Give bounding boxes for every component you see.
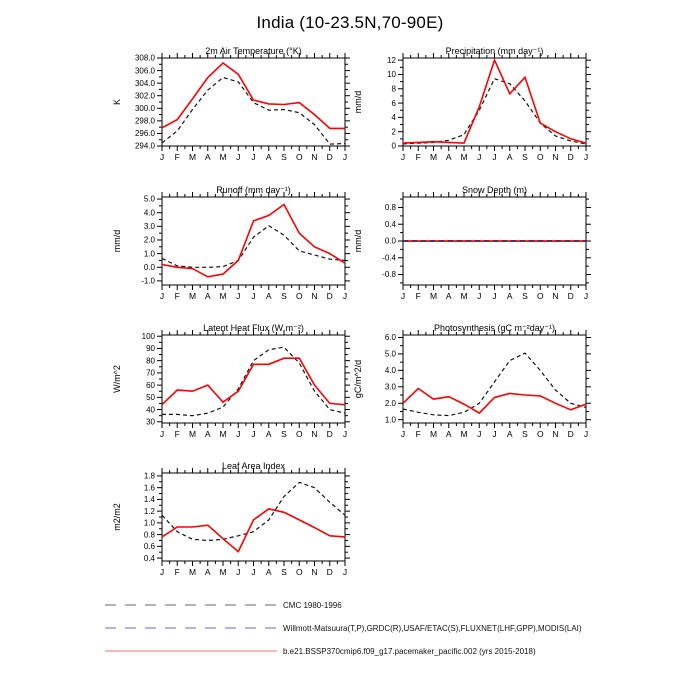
x-tick-label: D	[326, 567, 333, 577]
y-tick-label: 3.0	[143, 222, 155, 232]
x-tick-label: J	[477, 152, 482, 162]
x-tick-label: M	[460, 291, 468, 301]
x-tick-label: N	[311, 291, 318, 301]
x-tick-label: J	[400, 291, 406, 301]
y-tick-label: 304.0	[134, 78, 155, 88]
panel-title: Photosynthesis (gC m⁻²day⁻¹)	[433, 323, 556, 333]
y-tick-label: 2.0	[384, 398, 396, 408]
precipitation-chart	[348, 45, 598, 177]
legend-item-model	[105, 646, 582, 656]
y-axis-label: mm/d	[353, 229, 363, 253]
series-model	[403, 389, 586, 414]
y-tick-label: 300.0	[134, 103, 155, 113]
y-tick-label: 12	[387, 55, 396, 65]
y-tick-label: 4.0	[143, 208, 155, 218]
x-tick-label: A	[204, 291, 211, 301]
y-tick-label: 1.0	[384, 415, 396, 425]
x-tick-label: J	[236, 291, 241, 301]
x-tick-label: O	[295, 567, 303, 577]
x-tick-label: M	[188, 291, 197, 301]
y-tick-label: 80	[146, 356, 155, 366]
x-tick-label: D	[326, 291, 333, 301]
y-tick-label: 1.8	[143, 471, 155, 481]
panel-photosynthesis	[348, 322, 598, 454]
series-model	[162, 509, 345, 552]
x-tick-label: A	[265, 429, 272, 439]
y-tick-label: 0.0	[143, 262, 155, 272]
y-tick-label: 1.4	[143, 495, 155, 505]
x-tick-label: O	[295, 291, 303, 301]
y-axis-label: mm/d	[112, 229, 122, 253]
series-model	[162, 63, 345, 128]
y-tick-label: 40	[146, 405, 155, 415]
x-tick-label: J	[236, 429, 241, 439]
legend-item-obs-composite	[105, 623, 582, 633]
y-tick-label: 4.0	[384, 366, 396, 376]
y-tick-label: 2	[391, 127, 396, 137]
y-tick-label: 306.0	[134, 66, 155, 76]
panel-precipitation	[348, 45, 598, 177]
x-tick-label: N	[311, 567, 318, 577]
y-tick-label: 308.0	[134, 53, 155, 63]
x-tick-label: M	[460, 429, 468, 439]
series-observations	[162, 78, 345, 145]
y-axis-label: m2/m2	[112, 503, 122, 531]
x-tick-label: M	[429, 429, 438, 439]
x-tick-label: F	[174, 291, 180, 301]
x-tick-label: M	[219, 567, 227, 577]
x-tick-label: A	[265, 152, 272, 162]
x-tick-label: O	[536, 291, 544, 301]
legend-dashed-line-icon	[105, 625, 277, 631]
x-tick-label: N	[311, 152, 318, 162]
x-tick-label: N	[311, 429, 318, 439]
series-observations	[162, 226, 345, 268]
x-tick-label: J	[492, 429, 497, 439]
x-tick-label: A	[204, 429, 211, 439]
x-tick-label: M	[188, 567, 197, 577]
snow-depth-chart	[348, 184, 598, 316]
y-axis-label: K	[112, 98, 122, 106]
x-tick-label: J	[477, 291, 482, 301]
leaf-area-index-chart	[107, 460, 357, 592]
series-model	[162, 358, 345, 405]
y-tick-label: 10	[387, 70, 396, 80]
y-tick-label: 1.2	[143, 506, 155, 516]
y-tick-label: 5.0	[143, 194, 155, 204]
x-tick-label: S	[281, 567, 287, 577]
x-tick-label: J	[477, 429, 482, 439]
panel-runoff	[107, 184, 357, 316]
series-model	[162, 205, 345, 277]
x-tick-label: O	[536, 152, 544, 162]
panel-latent-heat-flux	[107, 322, 357, 454]
x-tick-label: F	[174, 152, 180, 162]
series-observations	[403, 353, 586, 416]
x-tick-label: F	[174, 567, 180, 577]
x-tick-label: J	[159, 567, 165, 577]
x-tick-label: D	[326, 429, 333, 439]
panel-title: Precipitation (mm day⁻¹)	[445, 46, 544, 56]
x-tick-label: J	[583, 291, 589, 301]
y-axis-label: gC/m^2/d	[353, 359, 363, 399]
y-tick-label: 294.0	[134, 141, 155, 151]
panel-title: Latent Heat Flux (W m⁻²)	[203, 323, 304, 333]
x-tick-label: J	[583, 429, 589, 439]
x-tick-label: M	[188, 429, 197, 439]
x-tick-label: S	[522, 291, 528, 301]
x-tick-label: J	[342, 291, 348, 301]
x-tick-label: A	[265, 567, 272, 577]
panel-title: Runoff (mm day⁻¹)	[216, 185, 291, 195]
panel-air-temperature	[107, 45, 357, 177]
runoff-chart	[107, 184, 357, 316]
series-observations	[162, 347, 345, 416]
x-tick-label: A	[445, 291, 452, 301]
latent-heat-flux-chart	[107, 322, 357, 454]
y-tick-label: 1.0	[143, 249, 155, 259]
x-tick-label: D	[326, 152, 333, 162]
y-tick-label: 1.0	[143, 518, 155, 528]
panel-title: Snow Depth (m)	[461, 185, 528, 195]
x-tick-label: J	[492, 152, 497, 162]
y-tick-label: 3.0	[384, 382, 396, 392]
y-axis-label: mm/d	[353, 90, 363, 114]
legend	[105, 600, 582, 669]
x-tick-label: A	[506, 152, 513, 162]
panel-leaf-area-index	[107, 460, 357, 592]
x-tick-label: N	[552, 152, 559, 162]
y-tick-label: 60	[146, 380, 155, 390]
series-observations	[403, 79, 586, 144]
series-observations	[162, 482, 345, 540]
x-tick-label: A	[204, 567, 211, 577]
x-tick-label: A	[506, 291, 513, 301]
x-tick-label: O	[295, 152, 303, 162]
x-tick-label: J	[236, 567, 241, 577]
x-tick-label: J	[342, 152, 348, 162]
x-tick-label: J	[342, 567, 348, 577]
y-tick-label: 0.8	[384, 203, 396, 213]
x-tick-label: J	[251, 429, 256, 439]
y-tick-label: 0.6	[143, 542, 155, 552]
x-tick-label: S	[281, 152, 287, 162]
y-tick-label: 5.0	[384, 349, 396, 359]
x-tick-label: M	[188, 152, 197, 162]
x-tick-label: N	[552, 429, 559, 439]
x-tick-label: J	[342, 429, 348, 439]
y-tick-label: 4	[391, 113, 396, 123]
x-tick-label: A	[204, 152, 211, 162]
x-tick-label: A	[265, 291, 272, 301]
y-tick-label: -0.8	[382, 270, 396, 280]
y-tick-label: 0.0	[384, 236, 396, 246]
x-tick-label: O	[536, 429, 544, 439]
y-axis-label: W/m^2	[112, 365, 122, 393]
x-tick-label: F	[415, 152, 421, 162]
y-tick-label: 296.0	[134, 129, 155, 139]
legend-label: b.e21.BSSP370cmip6.f09_g17.pacemaker_pacific.002 (yrs 2015-2018)	[283, 646, 536, 656]
y-tick-label: 0.8	[143, 530, 155, 540]
x-tick-label: J	[251, 567, 256, 577]
y-tick-label: 0.4	[384, 219, 396, 229]
panel-snow-depth	[348, 184, 598, 316]
x-tick-label: A	[506, 429, 513, 439]
y-tick-label: 2.0	[143, 235, 155, 245]
x-tick-label: S	[281, 429, 287, 439]
y-tick-label: 70	[146, 368, 155, 378]
x-tick-label: A	[445, 429, 452, 439]
y-tick-label: 90	[146, 344, 155, 354]
x-tick-label: A	[445, 152, 452, 162]
x-tick-label: J	[400, 429, 406, 439]
x-tick-label: M	[219, 429, 227, 439]
x-tick-label: N	[552, 291, 559, 301]
y-tick-label: 6	[391, 98, 396, 108]
panel-title: 2m Air Temperature (°K)	[205, 46, 302, 56]
x-tick-label: S	[522, 429, 528, 439]
x-tick-label: J	[492, 291, 497, 301]
x-tick-label: J	[400, 152, 406, 162]
y-tick-label: 50	[146, 393, 155, 403]
x-tick-label: S	[522, 152, 528, 162]
x-tick-label: F	[415, 429, 421, 439]
y-tick-label: 0.4	[143, 553, 155, 563]
y-tick-label: -1.0	[141, 276, 155, 286]
x-tick-label: M	[429, 152, 438, 162]
y-tick-label: -0.4	[382, 253, 396, 263]
x-tick-label: J	[583, 152, 589, 162]
y-tick-label: 298.0	[134, 116, 155, 126]
x-tick-label: J	[251, 152, 256, 162]
x-tick-label: D	[567, 291, 574, 301]
x-tick-label: J	[159, 152, 165, 162]
x-tick-label: F	[174, 429, 180, 439]
y-tick-label: 1.6	[143, 483, 155, 493]
x-tick-label: S	[281, 291, 287, 301]
series-model	[403, 60, 586, 143]
y-tick-label: 8	[391, 84, 396, 94]
y-tick-label: 30	[146, 417, 155, 427]
x-tick-label: J	[236, 152, 241, 162]
x-tick-label: O	[295, 429, 303, 439]
x-tick-label: D	[567, 152, 574, 162]
x-tick-label: J	[159, 429, 165, 439]
photosynthesis-chart	[348, 322, 598, 454]
legend-dashed-line-icon	[105, 602, 277, 608]
x-tick-label: D	[567, 429, 574, 439]
y-tick-label: 302.0	[134, 91, 155, 101]
x-tick-label: J	[251, 291, 256, 301]
y-tick-label: 100	[141, 331, 155, 341]
x-tick-label: M	[460, 152, 468, 162]
x-tick-label: M	[219, 152, 227, 162]
x-tick-label: J	[159, 291, 165, 301]
legend-solid-line-icon	[105, 648, 277, 654]
x-tick-label: M	[429, 291, 438, 301]
legend-label: CMC 1980-1996	[283, 600, 342, 610]
y-tick-label: 0	[391, 141, 396, 151]
air-temperature-chart	[107, 45, 357, 177]
page-title: India (10-23.5N,70-90E)	[256, 13, 444, 32]
panel-title: Leaf Area Index	[221, 461, 286, 471]
x-tick-label: M	[219, 291, 227, 301]
legend-label: Willmott-Matsuura(T,P),GRDC(R),USAF/ETAC(S),FLUXNET(LHF,GPP),MODIS(LAI)	[283, 623, 582, 633]
x-tick-label: F	[415, 291, 421, 301]
legend-item-cmc	[105, 600, 582, 610]
y-tick-label: 6.0	[384, 333, 396, 343]
